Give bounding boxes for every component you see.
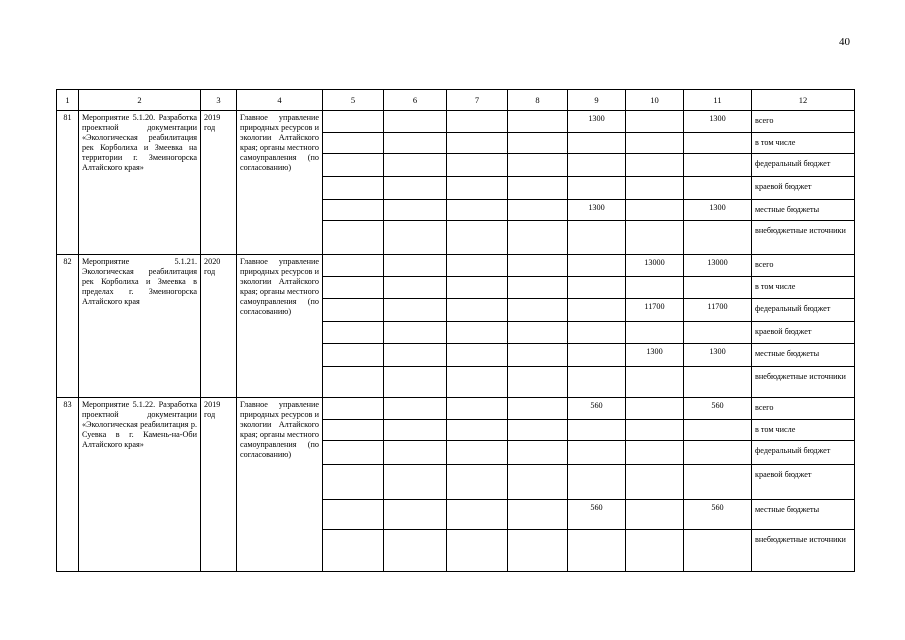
value-cell <box>508 530 568 572</box>
value-cell <box>447 299 508 322</box>
value-cell <box>447 177 508 200</box>
value-cell <box>384 133 447 154</box>
measure-name: Мероприятие 5.1.22. Разработка проектной документации «Экологическая реабилитация р. Суевка в г. Камень-на-Оби Алтайского края» <box>79 398 201 572</box>
value-cell <box>568 177 626 200</box>
value-cell <box>684 530 752 572</box>
value-cell <box>684 322 752 344</box>
value-cell <box>384 398 447 420</box>
table-row <box>57 398 855 420</box>
value-cell <box>384 344 447 367</box>
value-cell <box>626 420 684 441</box>
value-cell <box>384 177 447 200</box>
value-cell <box>323 221 384 255</box>
value-cell <box>508 500 568 530</box>
value-cell <box>626 177 684 200</box>
value-cell <box>447 322 508 344</box>
row-number: 83 <box>57 398 79 572</box>
row-number: 82 <box>57 255 79 398</box>
value-cell <box>508 111 568 133</box>
value-cell <box>384 255 447 277</box>
funding-source: местные бюджеты <box>752 344 855 367</box>
value-cell <box>384 500 447 530</box>
header-cell: 1 <box>57 90 79 111</box>
value-cell <box>323 200 384 221</box>
funding-source: внебюджетные источники <box>752 530 855 572</box>
value-cell <box>684 277 752 299</box>
value-cell: 560 <box>568 500 626 530</box>
value-cell <box>626 465 684 500</box>
value-cell <box>447 255 508 277</box>
value-cell <box>384 367 447 398</box>
value-cell <box>447 111 508 133</box>
value-cell <box>508 344 568 367</box>
value-cell <box>508 200 568 221</box>
measure-executor: Главное управление природных ресурсов и экологии Алтайского края; органы местного самоуправления (по согласованию) <box>237 255 323 398</box>
value-cell <box>384 277 447 299</box>
value-cell <box>568 465 626 500</box>
value-cell: 1300 <box>684 200 752 221</box>
funding-source: краевой бюджет <box>752 322 855 344</box>
value-cell <box>323 465 384 500</box>
value-cell <box>508 367 568 398</box>
header-cell: 2 <box>79 90 201 111</box>
value-cell <box>684 133 752 154</box>
value-cell <box>323 322 384 344</box>
funding-source: краевой бюджет <box>752 465 855 500</box>
value-cell <box>323 177 384 200</box>
value-cell <box>626 154 684 177</box>
value-cell <box>626 441 684 465</box>
measure-year: 2019 год <box>201 111 237 255</box>
value-cell: 560 <box>568 398 626 420</box>
value-cell: 1300 <box>568 200 626 221</box>
value-cell: 1300 <box>684 111 752 133</box>
value-cell <box>684 420 752 441</box>
value-cell <box>626 111 684 133</box>
value-cell <box>508 465 568 500</box>
value-cell <box>384 441 447 465</box>
value-cell <box>447 221 508 255</box>
value-cell <box>684 441 752 465</box>
value-cell <box>508 420 568 441</box>
value-cell <box>684 154 752 177</box>
funding-source: в том числе <box>752 133 855 154</box>
value-cell <box>447 133 508 154</box>
value-cell <box>568 133 626 154</box>
funding-source: внебюджетные источники <box>752 367 855 398</box>
header-cell: 6 <box>384 90 447 111</box>
funding-source: в том числе <box>752 420 855 441</box>
value-cell: 560 <box>684 398 752 420</box>
value-cell <box>684 367 752 398</box>
value-cell <box>684 177 752 200</box>
value-cell <box>384 221 447 255</box>
value-cell <box>508 133 568 154</box>
value-cell <box>626 133 684 154</box>
value-cell: 13000 <box>626 255 684 277</box>
value-cell <box>626 500 684 530</box>
value-cell <box>323 154 384 177</box>
value-cell <box>568 277 626 299</box>
value-cell <box>384 299 447 322</box>
value-cell: 11700 <box>684 299 752 322</box>
value-cell <box>684 221 752 255</box>
value-cell <box>447 530 508 572</box>
value-cell <box>568 441 626 465</box>
header-cell: 11 <box>684 90 752 111</box>
value-cell <box>508 255 568 277</box>
funding-source: внебюджетные источники <box>752 221 855 255</box>
value-cell <box>626 277 684 299</box>
value-cell: 11700 <box>626 299 684 322</box>
value-cell <box>508 177 568 200</box>
value-cell <box>323 255 384 277</box>
value-cell <box>684 465 752 500</box>
measure-executor: Главное управление природных ресурсов и экологии Алтайского края; органы местного самоуправления (по согласованию) <box>237 111 323 255</box>
value-cell <box>568 530 626 572</box>
row-number: 81 <box>57 111 79 255</box>
value-cell <box>626 367 684 398</box>
value-cell <box>626 398 684 420</box>
funding-source: местные бюджеты <box>752 500 855 530</box>
header-cell: 5 <box>323 90 384 111</box>
value-cell <box>626 200 684 221</box>
value-cell <box>508 441 568 465</box>
value-cell <box>508 277 568 299</box>
value-cell <box>568 255 626 277</box>
value-cell <box>447 398 508 420</box>
program-table <box>56 89 855 572</box>
header-cell: 3 <box>201 90 237 111</box>
value-cell <box>323 299 384 322</box>
value-cell <box>568 367 626 398</box>
value-cell <box>323 133 384 154</box>
value-cell <box>568 344 626 367</box>
value-cell <box>508 154 568 177</box>
measure-name: Мероприятие 5.1.21. Экологическая реабилитация рек Корболиха и Змеевка в пределах г. Змеиногорска Алтайского края <box>79 255 201 398</box>
value-cell <box>626 530 684 572</box>
value-cell <box>447 277 508 299</box>
table-row <box>57 111 855 133</box>
page-number: 40 <box>839 36 850 48</box>
value-cell <box>323 367 384 398</box>
table-row <box>57 255 855 277</box>
measure-executor: Главное управление природных ресурсов и экологии Алтайского края; органы местного самоуправления (по согласованию) <box>237 398 323 572</box>
value-cell <box>626 322 684 344</box>
value-cell <box>323 277 384 299</box>
value-cell <box>568 322 626 344</box>
value-cell <box>384 322 447 344</box>
funding-source: федеральный бюджет <box>752 441 855 465</box>
value-cell <box>447 367 508 398</box>
measure-name: Мероприятие 5.1.20. Разработка проектной документации «Экологическая реабилитация рек Корболиха и Змеевка на территории г. Змеиногорска Алтайского края» <box>79 111 201 255</box>
funding-source: местные бюджеты <box>752 200 855 221</box>
value-cell: 1300 <box>684 344 752 367</box>
value-cell <box>384 465 447 500</box>
value-cell <box>568 154 626 177</box>
value-cell: 13000 <box>684 255 752 277</box>
value-cell <box>568 299 626 322</box>
header-row <box>57 90 855 111</box>
value-cell <box>508 322 568 344</box>
value-cell <box>447 344 508 367</box>
funding-source: краевой бюджет <box>752 177 855 200</box>
value-cell <box>447 154 508 177</box>
value-cell <box>447 441 508 465</box>
value-cell <box>323 441 384 465</box>
funding-source: в том числе <box>752 277 855 299</box>
funding-source: федеральный бюджет <box>752 154 855 177</box>
measure-year: 2020 год <box>201 255 237 398</box>
value-cell <box>384 420 447 441</box>
value-cell <box>508 221 568 255</box>
value-cell <box>323 111 384 133</box>
header-cell: 7 <box>447 90 508 111</box>
value-cell <box>384 530 447 572</box>
value-cell <box>447 420 508 441</box>
header-cell: 8 <box>508 90 568 111</box>
header-cell: 4 <box>237 90 323 111</box>
value-cell <box>508 398 568 420</box>
value-cell <box>447 465 508 500</box>
funding-source: федеральный бюджет <box>752 299 855 322</box>
header-cell: 12 <box>752 90 855 111</box>
value-cell <box>384 111 447 133</box>
value-cell <box>568 420 626 441</box>
funding-source: всего <box>752 111 855 133</box>
funding-source: всего <box>752 398 855 420</box>
value-cell <box>447 500 508 530</box>
funding-source: всего <box>752 255 855 277</box>
value-cell: 560 <box>684 500 752 530</box>
header-cell: 10 <box>626 90 684 111</box>
value-cell <box>384 154 447 177</box>
value-cell: 1300 <box>568 111 626 133</box>
value-cell <box>323 530 384 572</box>
value-cell: 1300 <box>626 344 684 367</box>
value-cell <box>384 200 447 221</box>
value-cell <box>568 221 626 255</box>
value-cell <box>323 398 384 420</box>
measure-year: 2019 год <box>201 398 237 572</box>
value-cell <box>323 344 384 367</box>
value-cell <box>447 200 508 221</box>
value-cell <box>626 221 684 255</box>
value-cell <box>323 500 384 530</box>
value-cell <box>508 299 568 322</box>
value-cell <box>323 420 384 441</box>
header-cell: 9 <box>568 90 626 111</box>
